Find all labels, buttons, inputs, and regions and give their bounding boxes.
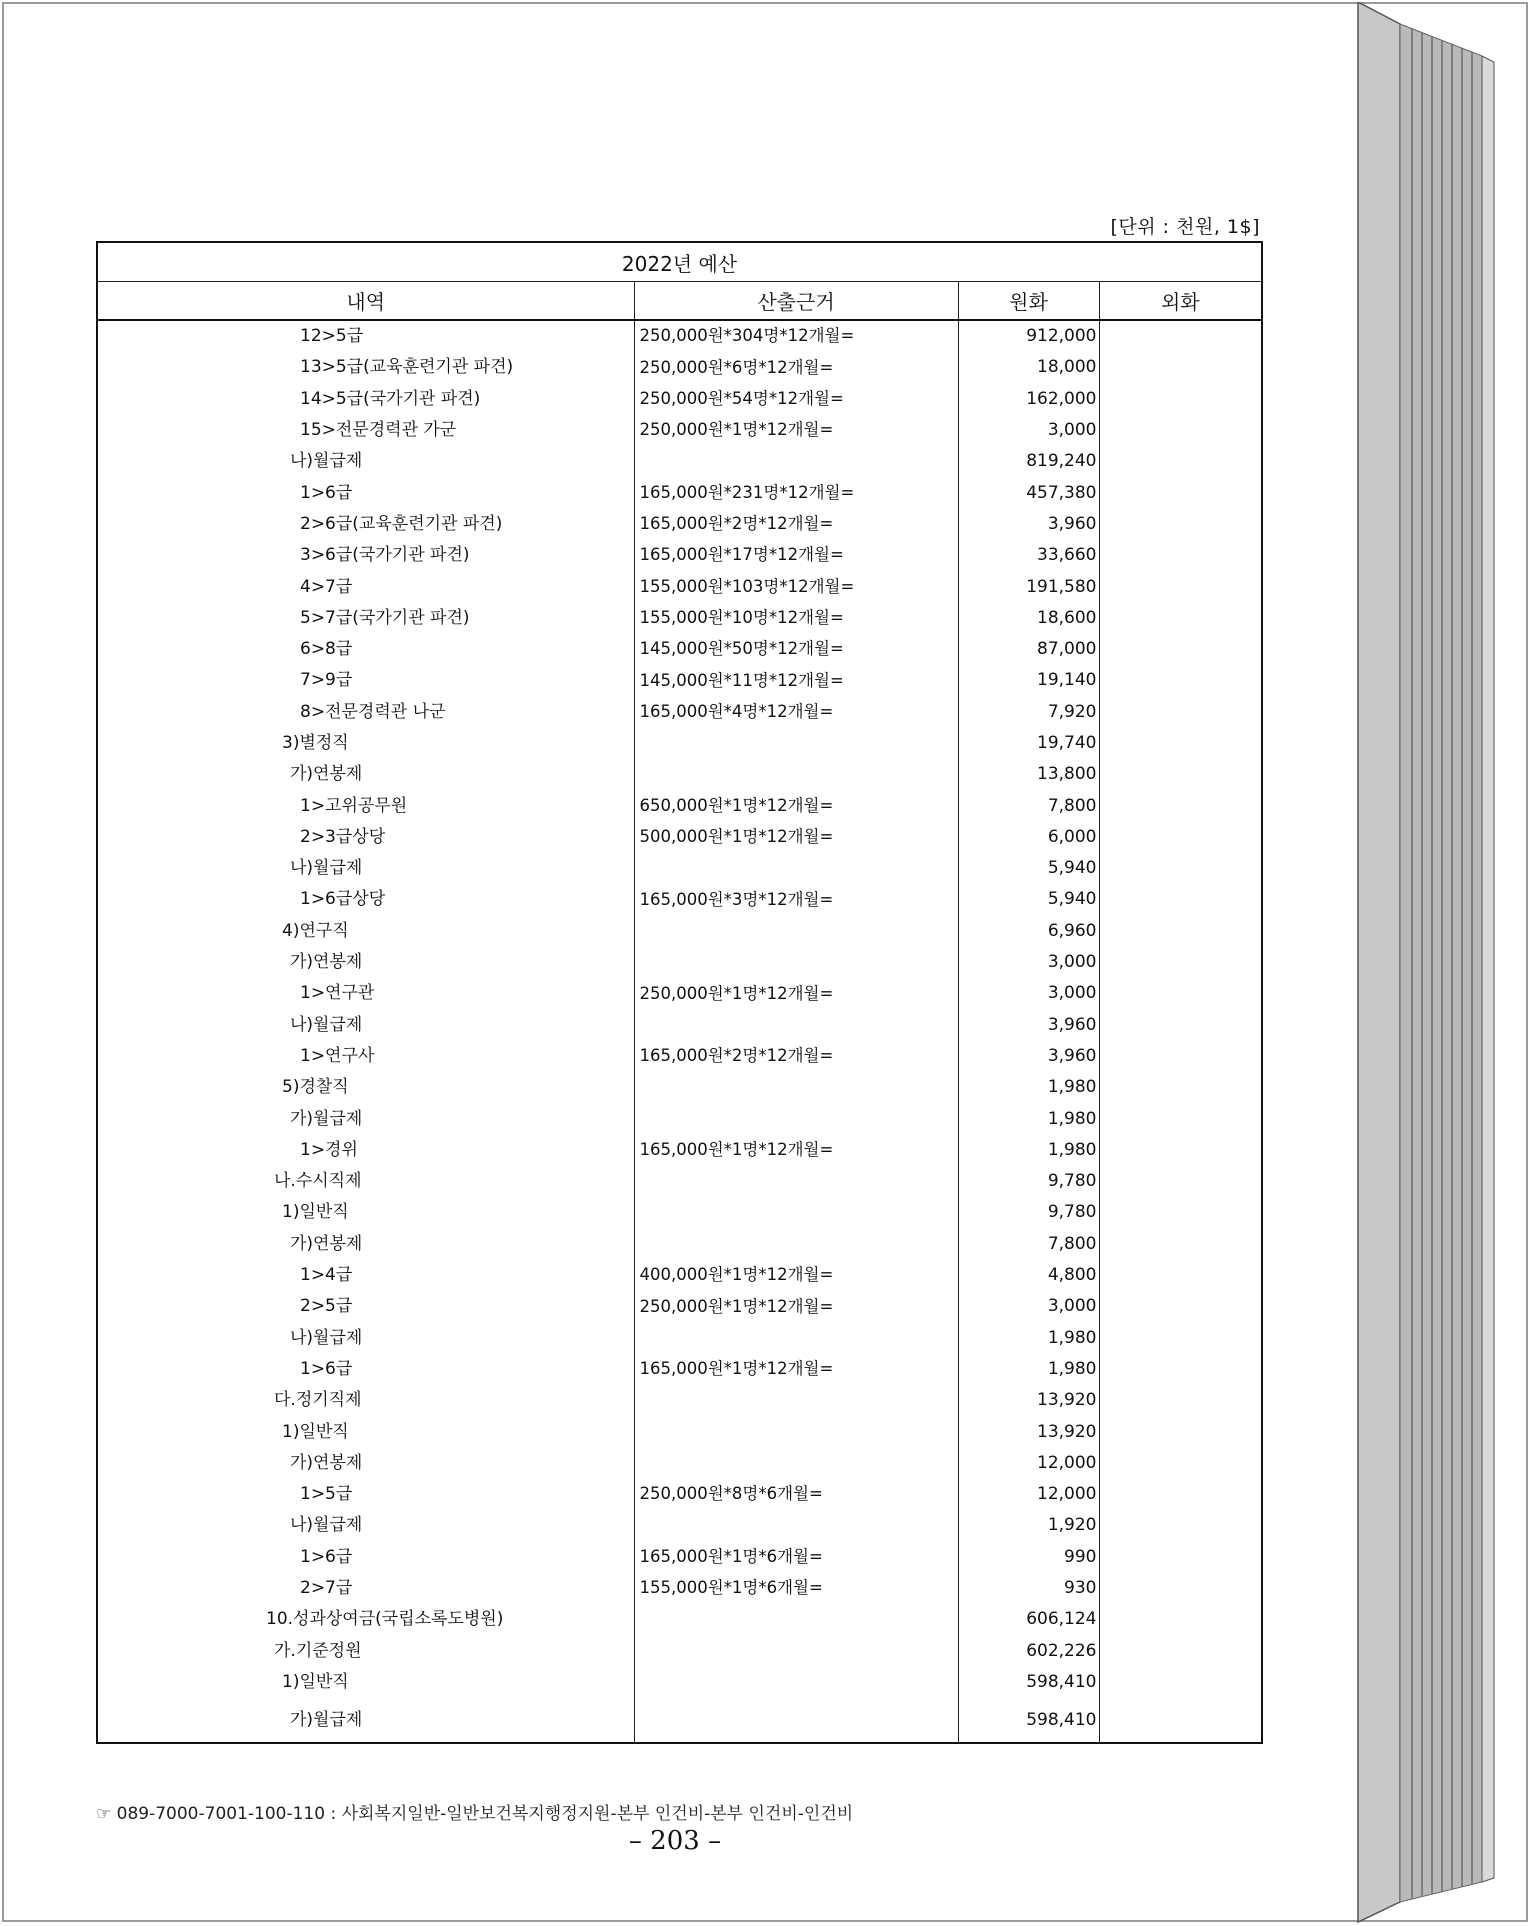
row-fx-amount	[1099, 916, 1262, 947]
table-row	[97, 415, 1262, 446]
row-fx-amount	[1099, 884, 1262, 915]
table-row	[97, 1479, 1262, 1510]
table-row	[97, 477, 1262, 508]
row-basis: 250,000원*1명*12개월=	[634, 978, 958, 1009]
row-fx-amount	[1099, 446, 1262, 477]
row-item: 8>전문경력관 나군	[97, 697, 634, 728]
table-row	[97, 1010, 1262, 1041]
row-krw-amount: 13,800	[958, 759, 1099, 790]
row-fx-amount	[1099, 1667, 1262, 1698]
table-row	[97, 1667, 1262, 1698]
row-basis: 165,000원*1명*12개월=	[634, 1354, 958, 1385]
row-basis	[634, 1698, 958, 1743]
table-row	[97, 1166, 1262, 1197]
row-fx-amount	[1099, 1197, 1262, 1228]
row-krw-amount: 1,980	[958, 1103, 1099, 1134]
row-basis: 155,000원*1명*6개월=	[634, 1573, 958, 1604]
column-header-krw: 원화	[958, 282, 1099, 321]
row-item: 2>7급	[97, 1573, 634, 1604]
row-item: 3)별정직	[97, 728, 634, 759]
row-fx-amount	[1099, 1166, 1262, 1197]
row-fx-amount	[1099, 1323, 1262, 1354]
row-basis	[634, 446, 958, 477]
row-item: 5)경찰직	[97, 1072, 634, 1103]
row-item: 1>6급상당	[97, 884, 634, 915]
row-krw-amount: 457,380	[958, 477, 1099, 508]
row-item: 7>9급	[97, 665, 634, 696]
row-basis	[634, 1635, 958, 1666]
row-fx-amount	[1099, 1385, 1262, 1416]
row-krw-amount: 3,000	[958, 415, 1099, 446]
row-item: 12>5급	[97, 320, 634, 352]
row-basis: 165,000원*231명*12개월=	[634, 477, 958, 508]
row-krw-amount: 18,000	[958, 352, 1099, 383]
table-row	[97, 1698, 1262, 1743]
row-fx-amount	[1099, 790, 1262, 821]
row-basis: 165,000원*2명*12개월=	[634, 1041, 958, 1072]
table-row	[97, 1635, 1262, 1666]
table-row	[97, 1416, 1262, 1447]
row-basis	[634, 728, 958, 759]
row-krw-amount: 4,800	[958, 1260, 1099, 1291]
row-krw-amount: 3,960	[958, 1010, 1099, 1041]
row-fx-amount	[1099, 634, 1262, 665]
row-item: 4>7급	[97, 571, 634, 602]
row-fx-amount	[1099, 1354, 1262, 1385]
row-fx-amount	[1099, 415, 1262, 446]
table-row	[97, 1103, 1262, 1134]
row-fx-amount	[1099, 1698, 1262, 1743]
row-item: 1>6급	[97, 477, 634, 508]
row-basis	[634, 1416, 958, 1447]
row-item: 2>3급상당	[97, 822, 634, 853]
row-basis: 650,000원*1명*12개월=	[634, 790, 958, 821]
row-item: 1>6급	[97, 1542, 634, 1573]
table-row	[97, 1385, 1262, 1416]
row-basis: 250,000원*54명*12개월=	[634, 384, 958, 415]
row-basis	[634, 1510, 958, 1541]
row-basis: 155,000원*10명*12개월=	[634, 603, 958, 634]
row-fx-amount	[1099, 1573, 1262, 1604]
row-basis	[634, 1103, 958, 1134]
row-krw-amount: 912,000	[958, 320, 1099, 352]
row-basis	[634, 1667, 958, 1698]
row-krw-amount: 1,980	[958, 1135, 1099, 1166]
row-fx-amount	[1099, 1604, 1262, 1635]
row-basis	[634, 1229, 958, 1260]
row-fx-amount	[1099, 1448, 1262, 1479]
row-item: 15>전문경력관 가군	[97, 415, 634, 446]
row-item: 14>5급(국가기관 파견)	[97, 384, 634, 415]
table-row	[97, 1135, 1262, 1166]
row-item: 나)월급제	[97, 1510, 634, 1541]
row-basis	[634, 1323, 958, 1354]
table-row	[97, 1041, 1262, 1072]
table-row	[97, 728, 1262, 759]
row-fx-amount	[1099, 1072, 1262, 1103]
row-item: 13>5급(교육훈련기관 파견)	[97, 352, 634, 383]
row-basis: 165,000원*1명*12개월=	[634, 1135, 958, 1166]
table-title: 2022년 예산	[97, 242, 1262, 282]
table-row	[97, 571, 1262, 602]
row-basis: 165,000원*3명*12개월=	[634, 884, 958, 915]
row-fx-amount	[1099, 1416, 1262, 1447]
row-fx-amount	[1099, 665, 1262, 696]
row-fx-amount	[1099, 1479, 1262, 1510]
unit-label: [단위 : 천원, 1$]	[1110, 216, 1260, 238]
row-basis: 165,000원*1명*6개월=	[634, 1542, 958, 1573]
row-krw-amount: 990	[958, 1542, 1099, 1573]
row-krw-amount: 9,780	[958, 1197, 1099, 1228]
row-item: 나)월급제	[97, 1010, 634, 1041]
row-fx-amount	[1099, 1229, 1262, 1260]
row-fx-amount	[1099, 947, 1262, 978]
row-item: 나)월급제	[97, 1323, 634, 1354]
row-basis	[634, 1448, 958, 1479]
row-krw-amount: 1,980	[958, 1354, 1099, 1385]
row-krw-amount: 3,000	[958, 978, 1099, 1009]
row-krw-amount: 930	[958, 1573, 1099, 1604]
row-fx-amount	[1099, 1041, 1262, 1072]
row-fx-amount	[1099, 509, 1262, 540]
table-body	[97, 320, 1262, 1743]
row-krw-amount: 9,780	[958, 1166, 1099, 1197]
row-basis	[634, 1166, 958, 1197]
row-krw-amount: 598,410	[958, 1698, 1099, 1743]
table-row	[97, 1229, 1262, 1260]
row-krw-amount: 6,000	[958, 822, 1099, 853]
row-item: 4)연구직	[97, 916, 634, 947]
book-edge-graphic	[1356, 2, 1534, 1924]
table-row	[97, 697, 1262, 728]
row-basis	[634, 1604, 958, 1635]
row-krw-amount: 598,410	[958, 1667, 1099, 1698]
row-item: 1>6급	[97, 1354, 634, 1385]
row-basis: 165,000원*17명*12개월=	[634, 540, 958, 571]
row-krw-amount: 819,240	[958, 446, 1099, 477]
row-fx-amount	[1099, 1135, 1262, 1166]
row-fx-amount	[1099, 728, 1262, 759]
row-fx-amount	[1099, 603, 1262, 634]
row-basis	[634, 1072, 958, 1103]
table-row	[97, 884, 1262, 915]
table-row	[97, 1323, 1262, 1354]
row-krw-amount: 19,140	[958, 665, 1099, 696]
row-basis: 165,000원*2명*12개월=	[634, 509, 958, 540]
table-row	[97, 384, 1262, 415]
row-krw-amount: 3,960	[958, 509, 1099, 540]
row-item: 가.기준정원	[97, 1635, 634, 1666]
table-row	[97, 1510, 1262, 1541]
row-fx-amount	[1099, 978, 1262, 1009]
row-item: 1>5급	[97, 1479, 634, 1510]
row-krw-amount: 5,940	[958, 853, 1099, 884]
row-fx-amount	[1099, 759, 1262, 790]
row-krw-amount: 12,000	[958, 1479, 1099, 1510]
table-row	[97, 1072, 1262, 1103]
row-fx-amount	[1099, 822, 1262, 853]
row-fx-amount	[1099, 1635, 1262, 1666]
table-row	[97, 1448, 1262, 1479]
table-row	[97, 759, 1262, 790]
row-krw-amount: 33,660	[958, 540, 1099, 571]
row-krw-amount: 7,920	[958, 697, 1099, 728]
table-row	[97, 634, 1262, 665]
row-item: 10.성과상여금(국립소록도병원)	[97, 1604, 634, 1635]
row-basis: 250,000원*1명*12개월=	[634, 415, 958, 446]
row-krw-amount: 5,940	[958, 884, 1099, 915]
row-item: 가)연봉제	[97, 947, 634, 978]
row-basis: 145,000원*11명*12개월=	[634, 665, 958, 696]
row-krw-amount: 13,920	[958, 1385, 1099, 1416]
row-fx-amount	[1099, 1291, 1262, 1322]
row-fx-amount	[1099, 697, 1262, 728]
table-row	[97, 916, 1262, 947]
row-item: 1>경위	[97, 1135, 634, 1166]
row-item: 2>5급	[97, 1291, 634, 1322]
column-header-basis: 산출근거	[634, 282, 958, 321]
table-row	[97, 1542, 1262, 1573]
row-basis: 250,000원*8명*6개월=	[634, 1479, 958, 1510]
row-item: 가)월급제	[97, 1103, 634, 1134]
row-fx-amount	[1099, 1510, 1262, 1541]
table-row	[97, 509, 1262, 540]
row-item: 1>고위공무원	[97, 790, 634, 821]
row-basis	[634, 759, 958, 790]
row-fx-amount	[1099, 1010, 1262, 1041]
row-item: 5>7급(국가기관 파견)	[97, 603, 634, 634]
row-krw-amount: 3,000	[958, 947, 1099, 978]
table-row	[97, 540, 1262, 571]
row-fx-amount	[1099, 571, 1262, 602]
table-row	[97, 790, 1262, 821]
row-basis: 250,000원*6명*12개월=	[634, 352, 958, 383]
table-row	[97, 853, 1262, 884]
row-basis: 250,000원*304명*12개월=	[634, 320, 958, 352]
row-item: 1>연구관	[97, 978, 634, 1009]
row-item: 1>연구사	[97, 1041, 634, 1072]
row-fx-amount	[1099, 477, 1262, 508]
row-item: 가)월급제	[97, 1698, 634, 1743]
table-row	[97, 446, 1262, 477]
row-krw-amount: 162,000	[958, 384, 1099, 415]
row-basis	[634, 916, 958, 947]
row-item: 나.수시직제	[97, 1166, 634, 1197]
table-row	[97, 320, 1262, 352]
row-krw-amount: 191,580	[958, 571, 1099, 602]
budget-table	[96, 241, 1263, 1744]
row-krw-amount: 602,226	[958, 1635, 1099, 1666]
row-basis	[634, 853, 958, 884]
row-item: 3>6급(국가기관 파견)	[97, 540, 634, 571]
row-krw-amount: 7,800	[958, 1229, 1099, 1260]
row-item: 1>4급	[97, 1260, 634, 1291]
page-number: – 203 –	[628, 1826, 722, 1856]
row-basis: 155,000원*103명*12개월=	[634, 571, 958, 602]
row-krw-amount: 7,800	[958, 790, 1099, 821]
table-row	[97, 1260, 1262, 1291]
row-basis: 145,000원*50명*12개월=	[634, 634, 958, 665]
row-krw-amount: 606,124	[958, 1604, 1099, 1635]
table-row	[97, 352, 1262, 383]
row-basis	[634, 1385, 958, 1416]
row-fx-amount	[1099, 320, 1262, 352]
row-fx-amount	[1099, 352, 1262, 383]
row-item: 가)연봉제	[97, 1229, 634, 1260]
row-krw-amount: 1,980	[958, 1072, 1099, 1103]
row-item: 나)월급제	[97, 853, 634, 884]
book-page-edges	[1356, 2, 1534, 1924]
table-row	[97, 822, 1262, 853]
table-row	[97, 1291, 1262, 1322]
row-krw-amount: 13,920	[958, 1416, 1099, 1447]
table-row	[97, 978, 1262, 1009]
row-fx-amount	[1099, 1542, 1262, 1573]
table-row	[97, 603, 1262, 634]
row-fx-amount	[1099, 1260, 1262, 1291]
row-item: 가)연봉제	[97, 759, 634, 790]
row-item: 1)일반직	[97, 1667, 634, 1698]
budget-code-footnote: ☞ 089-7000-7001-100-110 : 사회복지일반-일반보건복지행정지원-본부 인건비-본부 인건비-인건비	[96, 1804, 854, 1824]
table-row	[97, 1354, 1262, 1385]
row-krw-amount: 3,000	[958, 1291, 1099, 1322]
row-krw-amount: 3,960	[958, 1041, 1099, 1072]
row-krw-amount: 18,600	[958, 603, 1099, 634]
table-row	[97, 947, 1262, 978]
row-basis: 500,000원*1명*12개월=	[634, 822, 958, 853]
table-row	[97, 665, 1262, 696]
table-row	[97, 1573, 1262, 1604]
row-item: 가)연봉제	[97, 1448, 634, 1479]
row-krw-amount: 1,980	[958, 1323, 1099, 1354]
row-basis	[634, 1010, 958, 1041]
row-item: 나)월급제	[97, 446, 634, 477]
row-krw-amount: 6,960	[958, 916, 1099, 947]
table-row	[97, 1604, 1262, 1635]
row-krw-amount: 12,000	[958, 1448, 1099, 1479]
row-fx-amount	[1099, 853, 1262, 884]
row-item: 1)일반직	[97, 1416, 634, 1447]
row-fx-amount	[1099, 540, 1262, 571]
row-item: 1)일반직	[97, 1197, 634, 1228]
row-krw-amount: 19,740	[958, 728, 1099, 759]
row-krw-amount: 87,000	[958, 634, 1099, 665]
column-header-item: 내역	[97, 282, 634, 321]
column-header-fx: 외화	[1099, 282, 1262, 321]
row-basis: 250,000원*1명*12개월=	[634, 1291, 958, 1322]
row-item: 2>6급(교육훈련기관 파견)	[97, 509, 634, 540]
row-basis: 165,000원*4명*12개월=	[634, 697, 958, 728]
row-item: 다.정기직제	[97, 1385, 634, 1416]
row-krw-amount: 1,920	[958, 1510, 1099, 1541]
table-row	[97, 1197, 1262, 1228]
row-basis: 400,000원*1명*12개월=	[634, 1260, 958, 1291]
row-fx-amount	[1099, 384, 1262, 415]
row-basis	[634, 947, 958, 978]
row-fx-amount	[1099, 1103, 1262, 1134]
row-item: 6>8급	[97, 634, 634, 665]
row-basis	[634, 1197, 958, 1228]
